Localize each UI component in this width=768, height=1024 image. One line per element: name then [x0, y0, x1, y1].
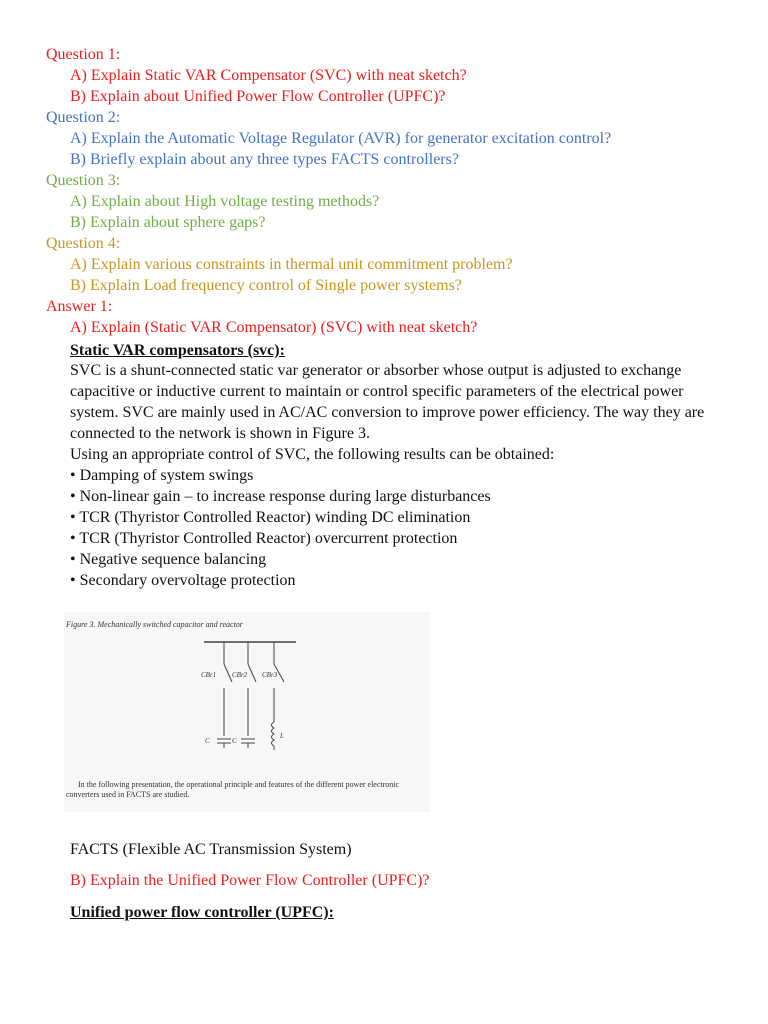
question-4-title: Question 4: — [46, 235, 121, 252]
svc-bullet: • Non-linear gain – to increase response during large disturbances — [70, 488, 491, 505]
question-2-part-b: B) Briefly explain about any three types FACTS controllers? — [70, 151, 459, 168]
figure-3 — [64, 612, 430, 812]
question-3-part-b: B) Explain about sphere gaps? — [70, 214, 266, 231]
svc-bullet: • TCR (Thyristor Controlled Reactor) overcurrent protection — [70, 530, 458, 547]
svc-bullet: • Secondary overvoltage protection — [70, 572, 296, 589]
question-3-part-a: A) Explain about High voltage testing methods? — [70, 193, 380, 210]
svc-intro: Using an appropriate control of SVC, the following results can be obtained: — [70, 446, 555, 463]
question-1-part-a: A) Explain Static VAR Compensator (SVC) with neat sketch? — [70, 67, 467, 84]
upfc-heading: Unified power flow controller (UPFC): — [70, 904, 334, 921]
svc-bullet: • Negative sequence balancing — [70, 551, 267, 568]
reactor-l1-coil — [272, 722, 275, 746]
answer-1-part-a: A) Explain (Static VAR Compensator) (SVC) with neat sketch? — [70, 319, 478, 336]
label-l1: L — [280, 732, 284, 740]
svc-circuit-diagram — [64, 612, 430, 777]
switch-cbr1 — [224, 664, 232, 682]
svc-body — [70, 360, 730, 591]
figure-text-line: converters used in FACTS are studied. — [66, 790, 190, 799]
question-4-part-b: B) Explain Load frequency control of Single power systems? — [70, 277, 462, 294]
svc-heading: Static VAR compensators (svc): — [70, 342, 285, 359]
question-2-part-a: A) Explain the Automatic Voltage Regulator (AVR) for generator excitation control? — [70, 130, 612, 147]
label-c1: C — [205, 737, 210, 745]
question-2-title: Question 2: — [46, 109, 121, 126]
branch-capacitor-1 — [217, 642, 232, 748]
svc-paragraph: SVC is a shunt-connected static var generator or absorber whose output is adjusted to exchange capacitive or inductive current to maintain or control specific parameters of the electrical power system. SVC are mainly used in AC/AC conversion to improve power efficiency. The way they are connected to the network is shown in Figure 3. — [70, 362, 705, 442]
label-cbr3: CBr3 — [262, 671, 278, 679]
facts-definition: FACTS (Flexible AC Transmission System) — [70, 841, 352, 858]
branch-capacitor-2 — [241, 642, 256, 748]
question-3-title: Question 3: — [46, 172, 121, 189]
question-1-part-b: B) Explain about Unified Power Flow Controller (UPFC)? — [70, 88, 446, 105]
switch-cbr2 — [248, 664, 256, 682]
figure-body-text — [66, 780, 428, 800]
question-4-part-a: A) Explain various constraints in thermal unit commitment problem? — [70, 256, 513, 273]
svc-bullet: • TCR (Thyristor Controlled Reactor) winding DC elimination — [70, 509, 471, 526]
label-cbr2: CBr2 — [232, 671, 248, 679]
label-c2: C — [232, 737, 237, 745]
figure-text-line: In the following presentation, the operational principle and features of the different power electronic — [78, 780, 400, 789]
figure-caption: Figure 3. Mechanically switched capacitor and reactor — [66, 620, 243, 629]
question-1-title: Question 1: — [46, 46, 121, 63]
answer-1-title: Answer 1: — [46, 298, 113, 315]
label-cbr1: CBr1 — [201, 671, 217, 679]
answer-1-part-b: B) Explain the Unified Power Flow Controller (UPFC)? — [70, 872, 430, 889]
svc-bullet: • Damping of system swings — [70, 467, 254, 484]
